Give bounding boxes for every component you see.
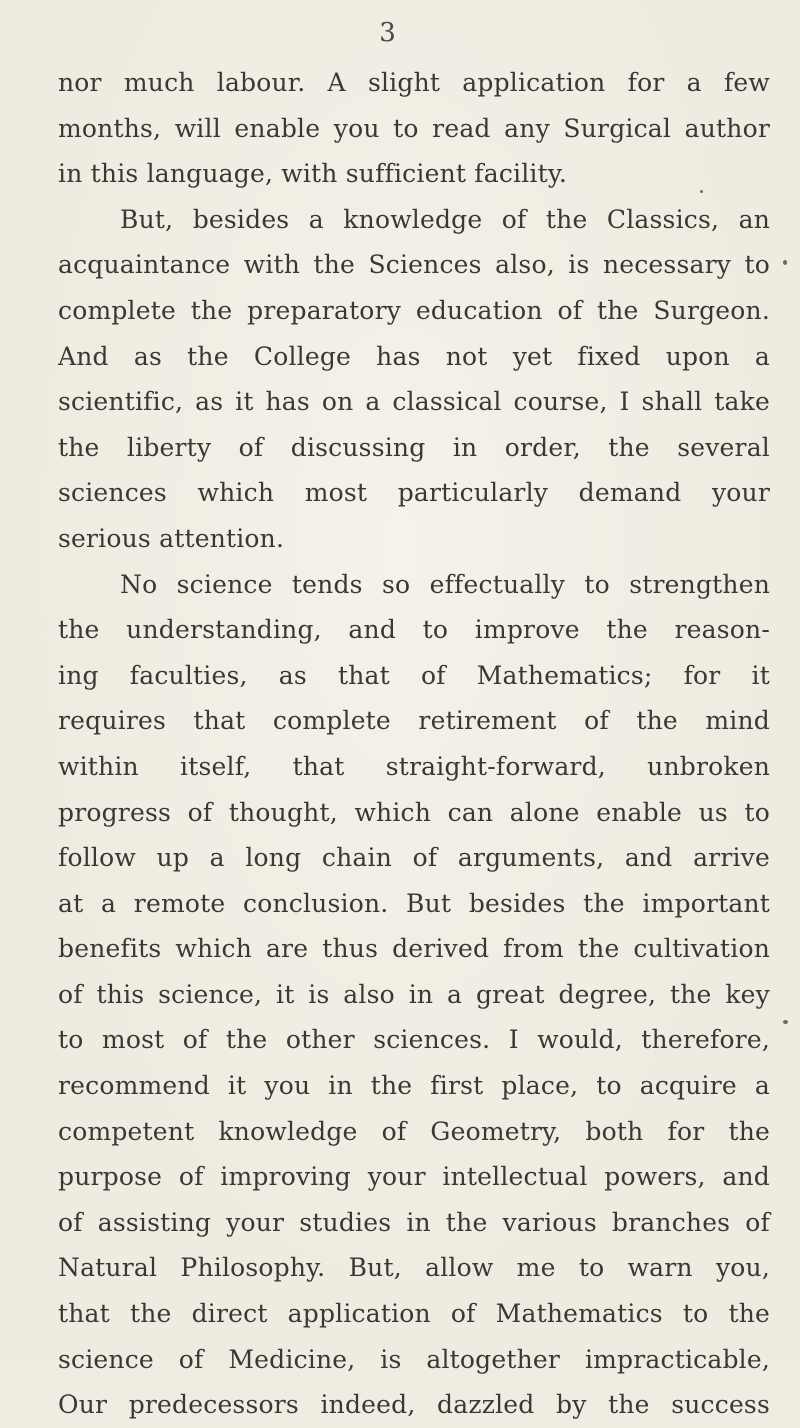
text-line: of this science, it is also in a great degree, the key — [58, 979, 770, 1009]
text-line: follow up a long chain of arguments, and arrive — [58, 843, 770, 873]
text-line: that the direct application of Mathematics to the — [58, 1299, 770, 1329]
text-line: complete the preparatory education of the Surgeon. — [58, 295, 770, 325]
text-line: the liberty of discussing in order, the several — [58, 432, 770, 462]
body-text — [58, 60, 770, 1428]
text-line: Our predecessors indeed, dazzled by the success — [58, 1390, 770, 1420]
text-line: the understanding, and to improve the reason- — [58, 615, 770, 645]
text-line: science of Medicine, is altogether impracticable, — [58, 1344, 770, 1374]
text-line: Natural Philosophy. But, allow me to warn you, — [58, 1253, 770, 1283]
text-line: in this language, with sufficient facility. — [58, 159, 568, 189]
text-line: competent knowledge of Geometry, both for the — [58, 1116, 770, 1146]
text-line: serious attention. — [58, 523, 285, 553]
ink-speck — [700, 190, 703, 193]
text-line: at a remote conclusion. But besides the important — [58, 888, 770, 918]
text-line: recommend it you in the first place, to acquire a — [58, 1071, 770, 1101]
text-line: acquaintance with the Sciences also, is necessary to — [58, 250, 770, 280]
text-line: ing faculties, as that of Mathematics; for it — [58, 660, 770, 690]
text-line: purpose of improving your intellectual powers, and — [58, 1162, 770, 1192]
text-line: sciences which most particularly demand your — [58, 478, 770, 508]
text-line: benefits which are thus derived from the cultivation — [58, 934, 770, 964]
text-line: months, will enable you to read any Surgical author — [58, 113, 770, 143]
ink-speck — [783, 260, 787, 265]
text-line: to most of the other sciences. I would, therefore, — [58, 1025, 770, 1055]
text-line: requires that complete retirement of the mind — [58, 706, 770, 736]
text-line: nor much labour. A slight application for a few — [58, 68, 770, 97]
text-line: progress of thought, which can alone enable us to — [58, 797, 770, 827]
ink-speck — [783, 1020, 788, 1024]
text-line: scientific, as it has on a classical course, I shall take — [58, 387, 770, 417]
text-line: But, besides a knowledge of the Classics, an — [120, 204, 770, 234]
text-line: No science tends so effectually to strengthen — [120, 569, 770, 599]
text-line: And as the College has not yet fixed upon a — [58, 341, 770, 371]
page-number: 3 — [379, 18, 396, 48]
text-line: within itself, that straight-forward, unbroken — [58, 751, 770, 781]
text-line: of assisting your studies in the various branches of — [58, 1207, 770, 1237]
